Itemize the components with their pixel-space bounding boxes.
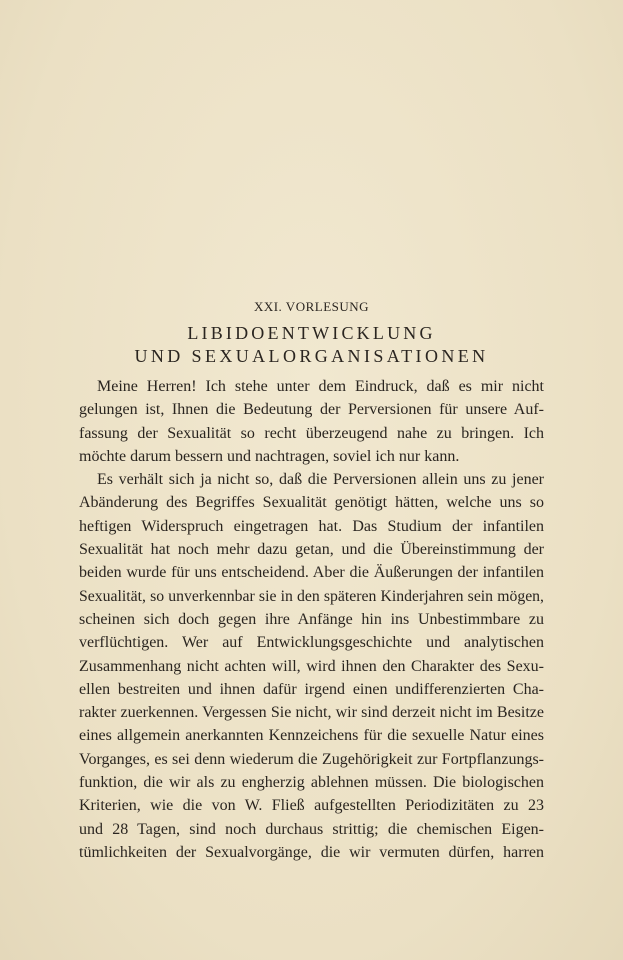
text-line: Sexualität hat noch mehr dazu getan, und die Übereinstimmung der <box>79 541 544 559</box>
text-line: fassung der Sexualität so recht überzeugend nahe zu bringen. Ich <box>79 424 544 442</box>
text-line: tümlichkeiten der Sexualvorgänge, die wir vermuten dürfen, harren <box>79 843 544 861</box>
text-line: Kriterien, wie die von W. Fließ aufgestellten Periodizitäten zu 23 <box>79 797 544 815</box>
text-line: Vorganges, es sei denn wiederum die Zugehörigkeit zur Fortpflanzungs- <box>79 750 544 768</box>
text-line: gelungen ist, Ihnen die Bedeutung der Perversionen für unsere Auf- <box>79 401 544 419</box>
text-line: heftigen Widerspruch eingetragen hat. Das Studium der infantilen <box>79 517 544 535</box>
text-line: und 28 Tagen, sind noch durchaus strittig; die chemischen Eigen- <box>79 820 544 838</box>
text-line: scheinen sich doch gegen ihre Anfänge hin ins Unbestimmbare zu <box>79 610 544 628</box>
text-line: rakter zuerkennen. Vergessen Sie nicht, wir sind derzeit nicht im Besitze <box>79 704 544 722</box>
text-line: Es verhält sich ja nicht so, daß die Perversionen allein uns zu jener <box>97 471 544 489</box>
chapter-title-line-1: LIBIDOENTWICKLUNG <box>187 323 436 343</box>
lecture-number: XXI. VORLESUNG <box>253 299 370 314</box>
text-line: Abänderung des Begriffes Sexualität genötigt hätten, welche uns so <box>79 494 544 512</box>
text-line: Zusammenhang nicht achten will, wird ihnen den Charakter des Sexu- <box>79 657 544 675</box>
text-line: ellen bestreiten und ihnen dafür irgend einen undifferenzierten Cha- <box>79 680 544 698</box>
text-line: eines allgemein anerkannten Kennzeichens für die sexuelle Natur eines <box>79 727 544 745</box>
chapter-title-line-2: UND SEXUALORGANISATIONEN <box>134 346 489 366</box>
text-line: möchte darum bessern und nachtragen, soviel ich nur kann. <box>79 447 460 465</box>
text-line: Sexualität, so unverkennbar sie in den späteren Kinderjahren sein mögen, <box>79 587 544 605</box>
text-line: verflüchtigen. Wer auf Entwicklungsgeschichte und analytischen <box>79 634 544 652</box>
body-text <box>79 375 544 864</box>
text-line: Meine Herren! Ich stehe unter dem Eindruck, daß es mir nicht <box>97 378 544 395</box>
text-line: funktion, die wir als zu engherzig ablehnen müssen. Die biologischen <box>79 774 544 792</box>
text-line: beiden wurde für uns entscheidend. Aber die Äußerungen der infantilen <box>79 564 544 582</box>
